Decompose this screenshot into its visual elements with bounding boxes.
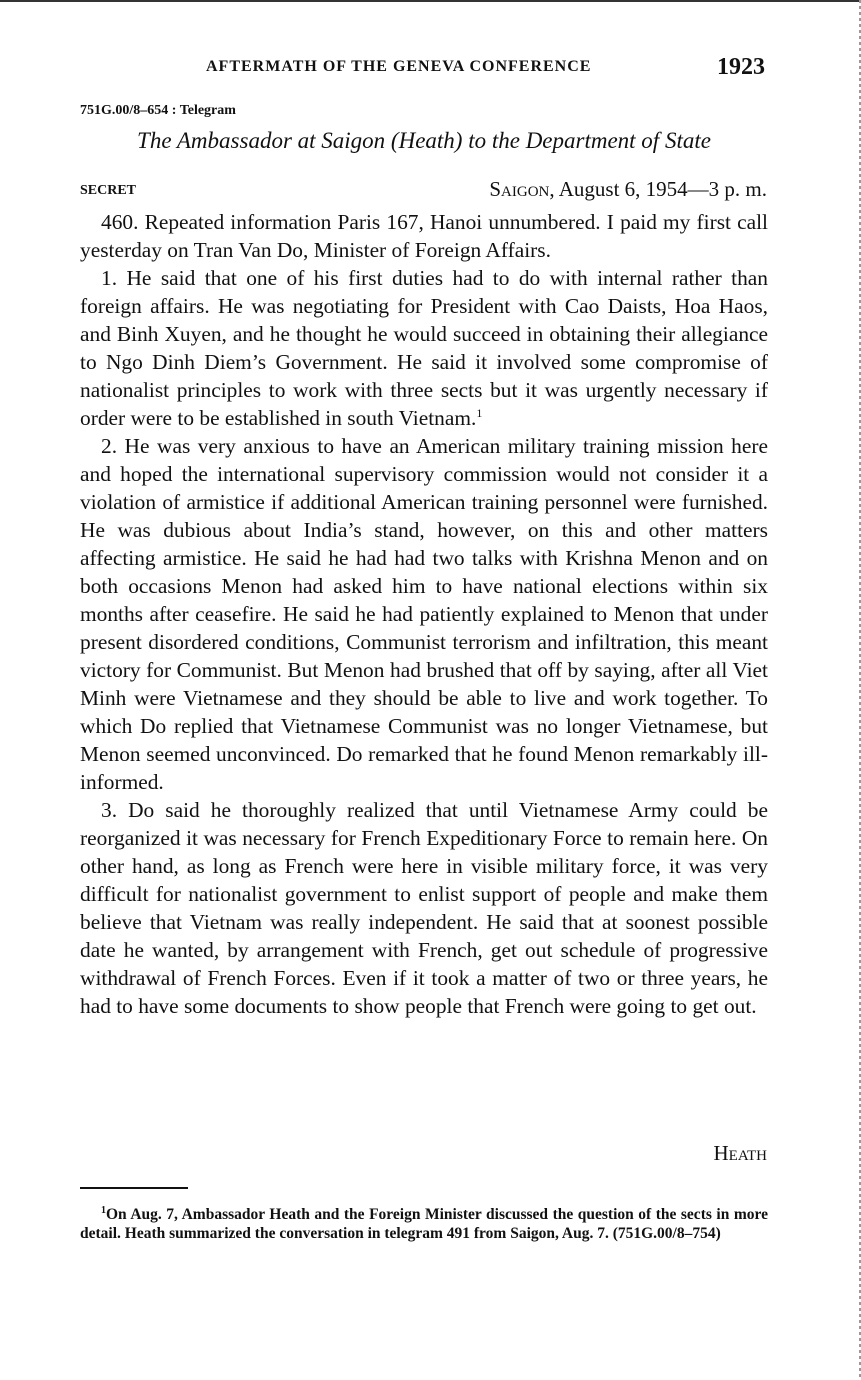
running-head: AFTERMATH OF THE GENEVA CONFERENCE xyxy=(206,58,592,75)
footnote-divider xyxy=(80,1187,188,1189)
paragraph-3: 3. Do said he thoroughly realized that until Vietnamese Army could be reorganized it was necessary for French Expeditionary Force to remain here. On other hand, as long as French were here in visible military force, it was very difficult for nationalist government to enlist support of people and make them believe that Vietnam was really independent. He said that at soonest possible date he wanted, by arrangement with French, get out schedule of progressive withdrawal of French Forces. Even if it took a matter of two or three years, he had to have some documents to show people that French were going to get out. xyxy=(80,798,768,1018)
signature: Heath xyxy=(713,1141,767,1165)
footnote-reference: 1 xyxy=(476,405,483,420)
page-edge xyxy=(0,0,861,2)
dateline-date: August 6, 1954—3 p. m. xyxy=(554,177,767,201)
paragraph-2: 2. He was very anxious to have an American military training mission here and hoped the international supervisory commission would not consider it a violation of armistice if additional American training personnel were furnished. He was dubious about India’s stand, however, on this and other matters affecting armistice. He said he had had two talks with Krishna Menon and on both occasions Menon had asked him to have national elections within six months after ceasefire. He said he had patiently explained to Menon that under present disordered conditions, Communist terrorism and infiltration, this meant victory for Communist. But Menon had brushed that off by saying, after all Viet Minh were Vietnamese and they should be able to live and work together. To which Do replied that Vietnamese Communist was no longer Vietnamese, but Menon seemed unconvinced. Do remarked that he found Menon remarkably ill-informed. xyxy=(80,434,768,794)
document-title: The Ambassador at Saigon (Heath) to the Department of State xyxy=(137,128,711,153)
document-id: 751G.00/8–654 : Telegram xyxy=(80,103,236,118)
paragraph-intro: 460. Repeated information Paris 167, Hanoi unnumbered. I paid my first call yesterday on Tran Van Do, Minister of Foreign Affairs. xyxy=(80,210,768,262)
page-number: 1923 xyxy=(717,54,765,80)
dateline-place: Saigon, xyxy=(489,177,555,201)
paragraph-1-text: 1. He said that one of his first duties had to do with internal rather than foreign affairs. He was negotiating for President with Cao Daists, Hoa Haos, and Binh Xuyen, and he thought he would succeed in obtaining their allegiance to Ngo Dinh Diem’s Government. He said it involved some compromise of nationalist principles to work with three sects but it was urgently necessary if order were to be established in south Vietnam. xyxy=(80,266,768,430)
classification-label: SECRET xyxy=(80,183,137,198)
footnote-text: On Aug. 7, Ambassador Heath and the Foreign Minister discussed the question of the sects in more detail. Heath summarized the conversation in telegram 491 from Saigon, Aug. 7. (751G.00/8–754) xyxy=(80,1206,768,1242)
paragraph-1 xyxy=(80,264,768,432)
footnote-marker: 1 xyxy=(101,1204,106,1216)
telegram-body xyxy=(80,208,768,1020)
footnote xyxy=(80,1205,768,1243)
dateline xyxy=(489,177,767,202)
